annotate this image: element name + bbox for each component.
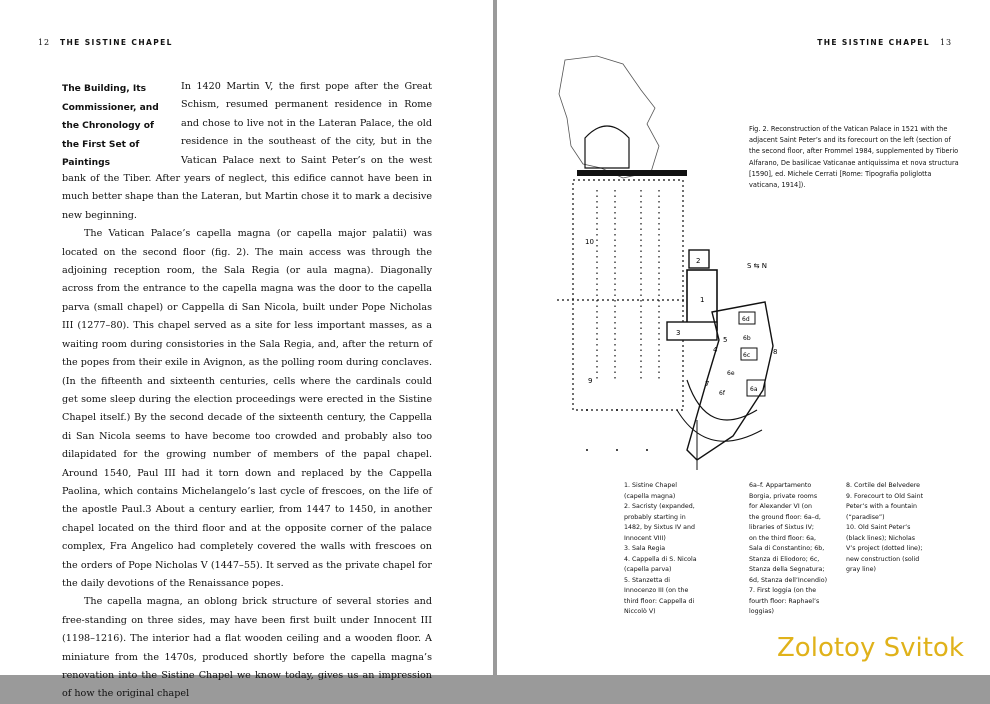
legend-line: Niccolò V) <box>624 608 656 615</box>
legend-line: 7. First loggia (on the <box>749 587 817 594</box>
legend-line: third floor: Cappella di <box>624 597 695 605</box>
legend-line: gray line) <box>846 566 876 573</box>
plan-label-2: 2 <box>696 257 701 265</box>
legend-line: 5. Stanzetta di <box>624 576 671 584</box>
plan-label-6b: 6b <box>743 335 751 342</box>
legend-line: (capella magna) <box>624 492 676 500</box>
legend-line: 6a–f. Appartamento <box>749 482 812 489</box>
legend-line: Borgia, private rooms <box>749 492 818 500</box>
plan-label-6c: 6c <box>743 352 751 359</box>
plan-old-st-peters <box>573 180 683 410</box>
legend-line: 1. Sistine Chapel <box>624 482 677 489</box>
palace-floor-plan <box>537 50 777 475</box>
paragraph-3: The capella magna, an oblong brick structure of several stories and free-standing on three sides, may have been first built under Innocent III (1198–1216). The interior had a flat wooden ceiling and a wooden floor. A miniature from the 1470s, produced shortly before the capella magna’s renovation into the Sistine Chapel we know today, gives us an impression of how the original chapel <box>62 596 432 700</box>
watermark: Zolotoy Svitok <box>777 633 964 663</box>
plan-label-3: 3 <box>676 329 681 337</box>
left-running-head-title: THE SISTINE CHAPEL <box>59 38 173 47</box>
legend-line: 2. Sacristy (expanded, <box>624 503 695 510</box>
legend-line: Stanza della Segnatura; <box>749 566 825 573</box>
side-heading: The Building, Its Commissioner, and the Chronology of the First Set of Paintings <box>62 84 159 168</box>
legend-line: V’s project (dotted line); <box>846 545 923 552</box>
legend-line: new construction (solid <box>846 555 920 563</box>
plan-label-6e: 6e <box>727 370 735 377</box>
legend-line: probably starting in <box>624 513 686 521</box>
body-text <box>62 78 432 704</box>
legend-column-3 <box>846 481 956 576</box>
legend-line: 6d, Stanza dell’Incendio) <box>749 576 828 584</box>
plan-label-6f: 6f <box>719 390 725 397</box>
plan-apse-outline <box>559 56 659 178</box>
legend-line: (black lines); Nicholas <box>846 534 916 542</box>
plan-label-1: 1 <box>700 296 705 304</box>
right-page-number: 13 <box>940 38 952 47</box>
legend-line: 8. Cortile del Belvedere <box>846 482 921 489</box>
legend-line: Innocent VIII) <box>624 534 666 542</box>
left-running-head <box>38 38 183 47</box>
left-page <box>0 0 493 700</box>
legend-line: the ground floor: 6a–d, <box>749 513 821 521</box>
legend-column-2 <box>749 481 847 618</box>
legend-line: Peter’s with a fountain <box>846 503 918 510</box>
plan-label-5: 5 <box>723 336 728 344</box>
plan-label-10: 10 <box>585 238 594 246</box>
legend-line: Innocenzo III (on the <box>624 587 689 594</box>
legend-column-1 <box>624 481 724 618</box>
legend-line: 4. Cappella di S. Nicola <box>624 555 697 563</box>
legend-line: Stanza di Eliodoro; 6c, <box>749 555 820 563</box>
plan-label-8: 8 <box>773 348 778 356</box>
legend-line: 10. Old Saint Peter’s <box>846 524 911 531</box>
legend-line: loggias) <box>749 608 774 615</box>
figure-caption: Fig. 2. Reconstruction of the Vatican Palace in 1521 with the adjacent Saint Peter’s and its forecourt on the left (section of the second floor, after Frommel 1984, supplemented by Tiberio Alfarano, De basilicae Vaticanae antiquissima et nova structura [1590], ed. Michele Cerrati [Rome: Tipografia poliglotta vaticana, 1914]). <box>749 125 959 190</box>
legend-line: (“paradise”) <box>846 513 885 521</box>
right-running-head-title: THE SISTINE CHAPEL <box>817 38 931 47</box>
plan-sala-regia <box>667 322 717 340</box>
legend-line: libraries of Sixtus IV; <box>749 524 815 531</box>
legend-line: on the third floor: 6a, <box>749 534 817 542</box>
left-page-number: 12 <box>38 38 50 47</box>
legend-line: 9. Forecourt to Old Saint <box>846 492 924 500</box>
right-page <box>497 0 990 675</box>
legend-line: for Alexander VI (on <box>749 503 812 510</box>
plan-forecourt-dots <box>586 409 648 451</box>
right-running-head <box>807 38 952 47</box>
legend-line: (capella parva) <box>624 566 672 573</box>
plan-label-6a: 6a <box>750 386 758 393</box>
plan-label-4: 4 <box>713 346 718 354</box>
legend-line: fourth floor: Raphael’s <box>749 597 820 605</box>
plan-apse-inner <box>585 126 629 168</box>
plan-label-9: 9 <box>588 377 593 385</box>
plan-label-7: 7 <box>705 380 710 388</box>
plan-label-6d: 6d <box>742 316 750 323</box>
paragraph-1: In 1420 Martin V, the first pope after the Great Schism, resumed permanent residence in Rome and chose to live not in the Lateran Palace, the old residence in the southeast of the city, but in the Vatican Palace next to Saint Peter’s on the west bank of the Tiber. After years of neglect, this edifice cannot have been in much better shape than the Lateran, but Martin chose it to mark a decisive new beginning. <box>62 81 432 221</box>
legend-line: 1482, by Sixtus IV and <box>624 524 695 531</box>
legend-line: 3. Sala Regia <box>624 545 666 552</box>
compass-arrow: S ⇆ N <box>747 262 767 270</box>
paragraph-2: The Vatican Palace’s capella magna (or capella major palatii) was located on the second floor (fig. 2). The main access was through the adjoining reception room, the Sala Regia (or aula magna). Diagonally across from the entrance to the capella magna was the door to the capella parva (small chapel) or Cappella di San Nicola, built under Pope Nicholas III (1277–80). This chapel served as a site for less important masses, as a waiting room during consistories in the Sala Regia, and, after the return of the popes from their exile in Avignon, as the polling room during conclaves. (In the fifteenth and sixteenth centuries, cells where the cardinals could get some sleep during the election proceedings were erected in the Sistine Chapel itself.) By the second decade of the sixteenth century, the Cappella di San Nicola seems to have become too crowded and probably also too dilapidated for the growing number of members of the papal chapel. Around 1540, Paul III had it torn down and replaced by the Cappella Paolina, which contains Michelangelo’s last cycle of frescoes, on the life of the apostle Paul.3 About a century earlier, from 1447 to 1450, in another chapel located on the third floor and at the opposite corner of the palace complex, Fra Angelico had completely covered the walls with frescoes on the orders of Pope Nicholas V (1447–55). It served as the private chapel for the daily devotions of the Renaissance popes. <box>62 228 432 589</box>
legend-line: Sala di Constantino; 6b, <box>749 545 825 552</box>
plan-wall-top <box>577 170 687 176</box>
